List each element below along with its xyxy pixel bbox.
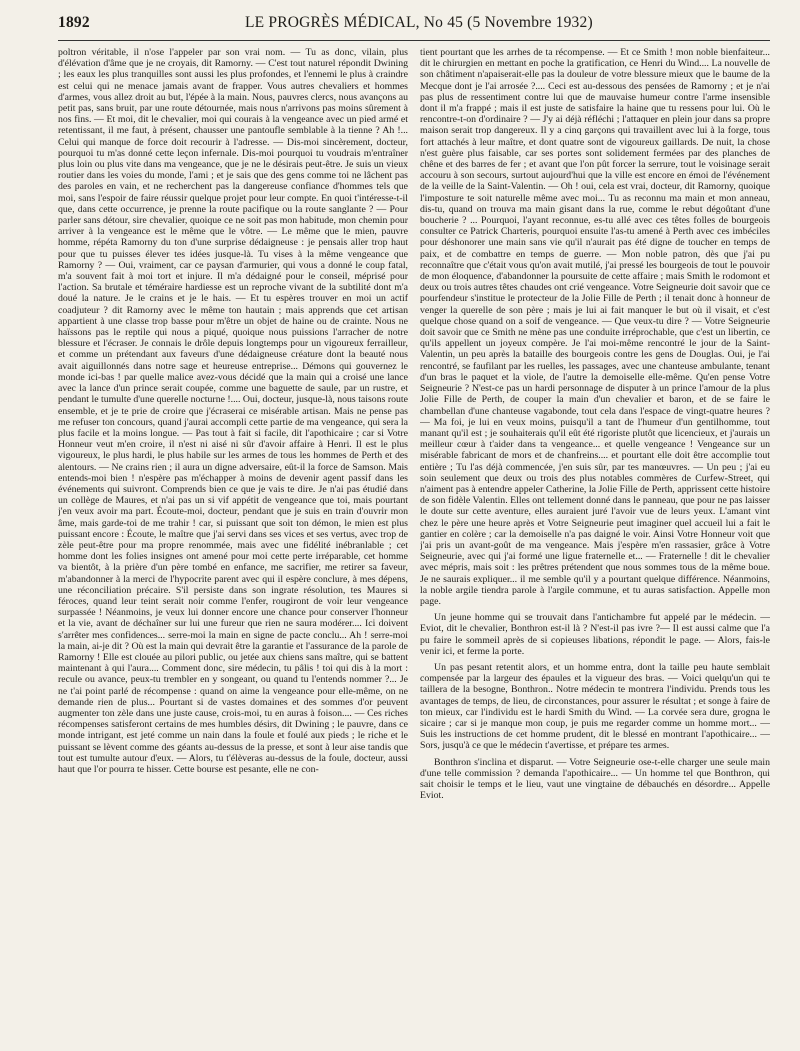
right-column — [420, 47, 770, 1032]
paragraph: tient pourtant que les arrhes de ta récompense. — Et ce Smith ! mon noble bienfaiteur... dit le chirurgien en mettant en poche la gratification, ce Henri du Wind.... La nouvelle de son châtiment n'apaiserait-elle pas la douleur de votre blessure mieux que le baume de la Mecque dont je l'ai arrosée ?.... Ceci est au-dessous des pensées de Ramorny ; et je n'ai pas plus de ressentiment contre lui que de mauvaise humeur contre l'arme insensible dont il m'a frappé ; mais il est juste de satisfaire la haine que tu ressens pour lui. Où le rencontre-t-on d'ordinaire ? — J'y ai déjà réfléchi ; l'attaquer en plein jour dans sa propre maison serait trop dangereux. Il y a cinq garçons qui travaillent avec lui à la forge, tous fort attachés à leur maître, et dont quatre sont de vigoureux gaillards. De nuit, la chose n'est guère plus faisable, car ses portes sont solidement fermées par des planches de chêne et des barres de fer ; et avant que l'on pût forcer la serrure, tout le voisinage serait accouru à son secours, surtout aujourd'hui que la ville est encore en émoi de l'événement de la veille de la Saint-Valentin. — Oh ! oui, cela est vrai, docteur, dit Ramorny, quoique l'imposture te soit naturelle même avec moi... Tu as reconnu ma main et mon anneau, dis-tu, quand on trouva ma main gisant dans la rue, comme le rebut dégoûtant d'une boucherie ? ... Pourquoi, l'ayant reconnue, es-tu allé avec ces têtes folles de bourgeois consulter ce Patrick Charteris, pourquoi ensuite l'as-tu amené à Perth avec ces imbéciles pour déshonorer une main sans vie qu'il n'aurait pas été digne de toucher en temps de paix, et de combattre en temps de guerre. — Mon noble patron, dès que j'ai pu reconnaître que c'était vous qu'on avait mutilé, j'ai pressé les bourgeois de tout le pouvoir de mon éloquence, d'abandonner la poursuite de cette affaire ; mais Smith le rodomont et deux ou trois autres têtes chaudes ont crié vengeance. Votre Seigneurie doit savoir que ce pourfendeur s'institue le protecteur de la Jolie Fille de Perth ; il tenait donc à honneur de venger la querelle de son père ; mais je lui ai fait manquer le but où il visait, et c'est quelque chose quand on a soif de vengeance. — Que veux-tu dire ? — Votre Seigneurie doit savoir que ce Smith ne mène pas une conduite irréprochable, que c'est un libertin, ce qu'ils appellent un joyeux compère. Je l'ai moi-même rencontré le jour de la Saint-Valentin, un peu après la bataille des bourgeois contre les gens de Douglas. Oui, je l'ai rencontré, se faufilant par les ruelles, les passages, avec une chanteuse ambulante, tenant d'un bras le paquet et la viole, de l'autre la demoiselle elle-même. Qu'en pense Votre Seigneurie ? N'est-ce pas un hardi personnage de disputer à un prince l'amour de la plus Jolie Fille de Perth, de couper la main d'un chevalier et baron, et de se faire le chambellan d'une chanteuse vagabonde, tout cela dans l'espace de vingt-quatre heures ? — Ma foi, je lui en veux moins, puisqu'il a tant de l'humeur d'un gentilhomme, tout manant qu'il est ; je souhaiterais qu'il eût été rigoriste plutôt que licencieux, et j'aurais un meilleur cœur à t'aider dans ta vengeance... et quelle vengeance ! Vengeance sur un misérable fabricant de mors et de chanfreins.... et pourtant elle doit être accomplie tout entière ; Tu l'as déjà commencée, j'en suis sûr, par tes manœuvres. — Un peu ; j'ai eu soin seulement que deux ou trois des plus notables commères de Curfew-Street, qui n'aiment pas à entendre appeler Catherine, la Jolie Fille de Perth, apprissent cette histoire de son fidèle Valentin. Elles ont tellement donné dans le panneau, que pour ne pas laisser le doute sur cette aventure, elles auraient juré l'avoir vue de leurs yeux. L'amant vint chez le père une heure après et Votre Seigneurie peut imaginer quel accueil lui a fait le gantier en colère ; car la demoiselle n'a pas daigné le voir. Ainsi Votre Honneur voit que j'ai pris un avant-goût de ma vengeance. Mais j'espère m'en rassasier, grâce à Votre Seigneurie, avec qui j'ai formé une ligue fraternelle et... — Fraternelle ! dit le chevalier avec mépris, mais soit : les prêtres prétendent que nous sommes tous de la même boue. Je ne saurais expliquer... il me semble qu'il y a pourtant quelque différence. Néanmoins, la noble argile tiendra parole à l'argile commune, et tu auras satisfaction. Appelle mon page. — [420, 47, 770, 607]
paragraph: Bonthron s'inclina et disparut. — Votre Seigneurie ose-t-elle charger une seule main d'une telle commission ? demanda l'apothicaire... — Un homme tel que Bonthron, qui sait choisir le temps et le lieu, vaut une vingtaine de débauchés en désordre... Appelle Eviot. — [420, 756, 770, 802]
journal-title: LE PROGRÈS MÉDICAL, No 45 (5 Novembre 1932) — [244, 14, 593, 31]
paragraph: Un pas pesant retentit alors, et un homme entra, dont la taille peu haute semblait compensée par la largeur des épaules et la vigueur des bras. — Voici quelqu'un qui te taillera de la besogne, Bonthron.. Notre médecin te montrera l'individu. Prends tous les avantages de temps, de lieu, de circonstances, pour assurer le résultat ; et songe à faire de ton mieux, car l'individu est le hardi Smith du Wind. — La corvée sera dure, grogna le sicaire ; car si je manque mon coup, je puis me regarder comme un homme mort... — Suis les instructions de cet homme prudent, dit le blessé en montrant l'apothicaire... — Sors, jusqu'à ce que le médecin t'avertisse, et prépare tes armes. — [420, 661, 770, 752]
page-header — [58, 10, 770, 38]
header-rule — [58, 40, 770, 41]
paragraph: Un jeune homme qui se trouvait dans l'antichambre fut appelé par le médecin. — Eviot, dit le chevalier, Bonthron est-il là ? N'est-il pas ivre ?— Il est aussi calme que l'a pu faire le sommeil après de si copieuses libations, répondit le page. — Alors, fais-le venir ici, et ferme la porte. — [420, 612, 770, 657]
paragraph: poltron véritable, il n'ose l'appeler par son vrai nom. — Tu as donc, vilain, plus d'élévation d'âme que je ne croyais, dit Ramorny. — C'est tout naturel répondit Dwining ; les eaux les plus tranquilles sont aussi les plus profondes, et l'ennemi le plus à craindre est celui qui ne menace jamais avant de frapper. Vous autres chevaliers et hommes d'armes, vous allez droit au but, l'épée à la main. Nous, pauvres clercs, nous avançons au petit pas, sans bruit, par une route détournée, mais nous n'arrivons pas moins sûrement à nos fins. — Et moi, dit le chevalier, moi qui courais à la vengeance avec un pied armé et retentissant, il me faut, à présent, chausser une pantoufle semblable à la tienne ? Ah !... Celui qui manque de force doit recourir à l'adresse. — Dis-moi sincèrement, docteur, pourquoi tu m'as donné cette leçon infernale. Dis-moi pourquoi tu voudrais m'entraîner plus loin ou plus vite dans ma vengeance, que je ne le désirais peut-être. Je suis un vieux routier dans les voies du monde, l'ami ; et je sais que des gens comme toi ne lâchent pas des paroles en vain, et ne recherchent pas la dangereuse confiance d'hommes tels que moi, sans l'espoir de faire réussir quelque projet pour leur compte. En quoi t'intéresse-t-il que, dans cette occurrence, je prenne la route pacifique ou la route sanglante ? — Pour parler sans détour, sire chevalier, quoique ce ne soit pas mon habitude, mon chemin pour arriver à la vengeance est le même que le vôtre. — Le même que le mien, pauvre homme, répéta Ramorny du ton d'une surprise dédaigneuse : je pensais aller trop haut pour que tu puisses élever tes idées jusque-là. Tu vises à la même vengeance que Ramorny ? — Oui, vraiment, car ce paysan d'armurier, qui vous a donné le coup fatal, m'a souvent fait à moi tort et injure. Il m'a dédaigné pour le conseil, méprisé pour l'action. Sa brutale et téméraire hardiesse est un reproche vivant de la subtilité dont m'a doué la nature. Je le crains et je le hais. — Et tu espères trouver en moi un actif coadjuteur ? dit Ramorny avec le même ton hautain ; mais apprends que cet artisan appartient à une classe trop basse pour m'être un objet de haine ou de crainte. Nous ne haïssons pas le reptile qui nous a piqué, quoique nous puissions l'arracher de notre blessure et l'écraser. Je connais le drôle depuis longtemps pour un vigoureux ferrailleur, et comme un prétendant aux faveurs d'une dédaigneuse créature dont la beauté nous avait aiguillonnés dans notre sage et heureuse entreprise... Démons qui gouvernez le monde ici-bas ! par quelle malice avez-vous décidé que la main qui a croisé une lance avec la lance d'un prince serait coupée, comme une baguette de saule, par un rustre, et pendant le tumulte d'une querelle nocturne !.... Oui, docteur, jusque-là, nous taisons route ensemble, et je te prie de croire que j'écraserai ce misérable artisan. Mais ne pense pas me refuser ton concours, quand j'aurai accompli cette partie de ma vengeance, qui sera la plus facile et la moins longue. — Pas tout à fait si facile, dit l'apothicaire ; car si Votre Honneur veut m'en croire, il n'est ni aisé ni sûr d'avoir affaire à Henri. Il est le plus vigoureux, le plus hardi, le plus habile sur les armes de tous les hommes de Perth et des alentours. — Ne crains rien ; il aura un digne adversaire, eût-il la force de Samson. Mais entends-moi bien ! n'espère pas m'échapper à moins de devenir agent passif dans les événements qui suivront. Comprends bien ce que je vais te dire. Je n'ai pas étudié dans un collège de Maures, et n'ai pas un si vif appétit de vengeance que toi, mais pourtant j'en veux avoir ma part. Écoute-moi, docteur, pendant que je suis en train d'ouvrir mon âme, mais garde-toi de me trahir ! car, si puissant que soit ton démon, le mien est plus puissant encore : Écoute, le maître que j'ai servi dans ses vices et ses vertus, avec trop de zèle peut-être pour ma propre renommée, mais avec une fidélité inébranlable ; cet homme dont les folies insignes ont amené pour moi cette perte irréparable, cet homme va bientôt, à la prière d'un père tombé en enfance, me sacrifier, me retirer sa faveur, m'abandonner à la merci de l'hypocrite parent avec qui il espère conclure, à mes dépens, une réconciliation précaire. S'il persiste dans son ingrate résolution, tes Maures si féroces, quand leur teint serait noir comme l'enfer, rougiront de voir leur vengeance surpassée ! Néanmoins, je veux lui donner encore une chance pour conserver l'honneur et la vie, avant de déchaîner sur lui une fureur que rien ne saura modérer.... Ici doivent s'arrêter mes confidences... serre-moi la main en signe de pacte conclu... Ah ! serre-moi la main, ai-je dit ? Où est la main qui devrait être la garantie et l'assurance de la parole de Ramorny ! Elle est clouée au pilori public, ou jetée aux chiens sans maître, qui se battent maintenant à qui l'aura.... Comment donc, sire médecin, tu pâlis ! toi qui dis à la mort : recule ou avance, peux-tu trembler en y songeant, ou quand tu l'entends nommer ?... Je ne t'ai point parlé de récompense : quand on aime la vengeance pour elle-même, on ne demande rien de plus... Pourtant si de vastes domaines et des sommes d'or peuvent augmenter ton zèle dans une juste cause, crois-moi, tu en auras à foison.... — Ces riches récompenses satisferont certains de mes humbles désirs, dit Dwining ; le pauvre, dans ce monde intrigant, est jeté comme un nain dans la foule et foulé aux pieds ; le riche et le puissant se lèvent comme des géants au-dessus de la presse, et sont à leur aise tandis que tout est tumulte autour d'eux. — Alors, tu t'élèveras au-dessus de la foule, docteur, aussi haut que l'or pourra te hisser. Cette bourse est pesante, elle ne con- — [58, 47, 408, 775]
page-number: 1892 — [58, 14, 90, 31]
text-columns — [58, 47, 770, 1032]
left-column — [58, 47, 408, 1032]
